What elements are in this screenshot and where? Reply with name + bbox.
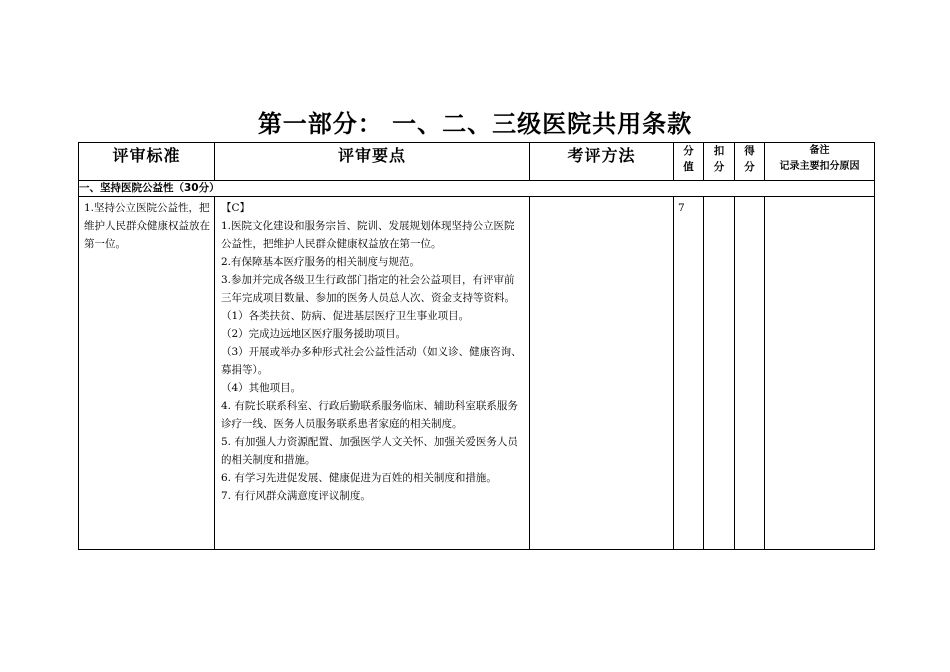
- header-remark: 备注 记录主要扣分原因: [765, 143, 875, 181]
- header-deduct: 扣 分: [704, 143, 735, 181]
- header-gain: 得 分: [735, 143, 765, 181]
- deduct-cell: [704, 197, 735, 550]
- section-row: [79, 181, 875, 197]
- key-point: 4. 有院长联系科室、行政后勤联系服务临床、辅助科室联系服务诊疗一线、医务人员服务联系患者家庭的相关制度。: [221, 400, 518, 430]
- header-key-points: 评审要点: [215, 143, 530, 181]
- key-point: 5. 有加强人力资源配置、加强医学人文关怀、加强关爱医务人员的相关制度和措施。: [221, 436, 518, 466]
- key-point: （1）各类扶贫、防病、促进基层医疗卫生事业项目。: [221, 310, 470, 322]
- key-point: 6. 有学习先进促发展、健康促进为百姓的相关制度和措施。: [221, 472, 497, 484]
- header-standard: 评审标准: [79, 143, 215, 181]
- key-point: （3）开展或举办多种形式社会公益性活动（如义诊、健康咨询、募捐等）。: [221, 346, 522, 376]
- score-cell: 7: [674, 197, 704, 550]
- gain-cell: [735, 197, 765, 550]
- table-row: [79, 197, 875, 550]
- key-points-cell: [215, 197, 530, 550]
- section-title: 一、坚持医院公益性（30分）: [79, 181, 875, 197]
- header-method: 考评方法: [530, 143, 674, 181]
- key-point: 2.有保障基本医疗服务的相关制度与规范。: [221, 256, 421, 268]
- key-point: 3.参加并完成各级卫生行政部门指定的社会公益项目，有评审前三年完成项目数量、参加的医务人员总人次、资金支持等资料。: [221, 274, 515, 304]
- review-table: [78, 142, 875, 550]
- standard-cell: 1.坚持公立医院公益性，把维护人民群众健康权益放在第一位。: [79, 197, 215, 550]
- key-point: （4）其他项目。: [221, 382, 302, 394]
- key-point: 1.医院文化建设和服务宗旨、院训、发展规划体现坚持公立医院公益性，把维护人民群众健康权益放在第一位。: [221, 220, 515, 250]
- method-cell: [530, 197, 674, 550]
- header-row: [79, 143, 875, 181]
- page-title: 第一部分： 一、二、三级医院共用条款: [257, 110, 693, 138]
- remark-cell: [765, 197, 875, 550]
- key-point-grade: 【C】: [221, 202, 251, 214]
- key-point: （2）完成边远地区医疗服务援助项目。: [221, 328, 407, 340]
- key-point: 7. 有行风群众满意度评议制度。: [221, 490, 371, 502]
- header-score: 分 值: [674, 143, 704, 181]
